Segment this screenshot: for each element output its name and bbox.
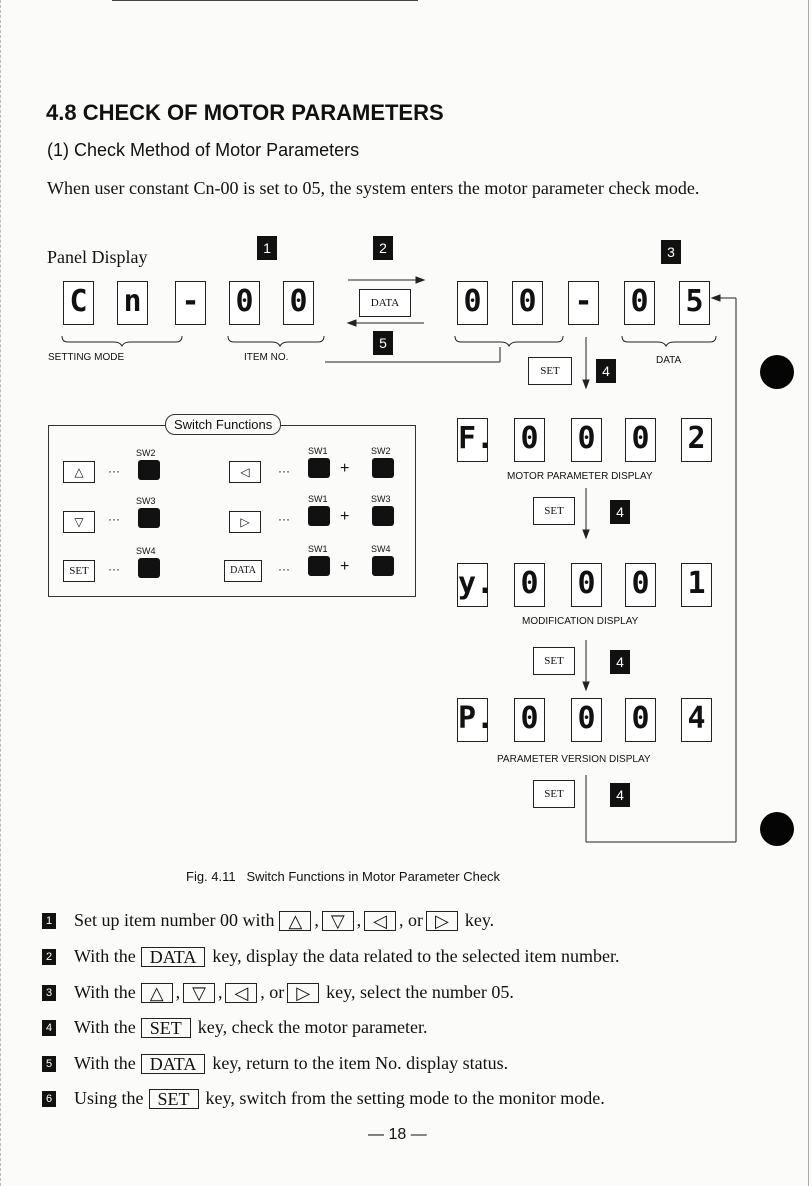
seg-digit: P. bbox=[457, 698, 488, 742]
seg-digit: 0 bbox=[283, 281, 314, 325]
sw-label: SW1 bbox=[308, 494, 328, 504]
sw-label: SW1 bbox=[308, 544, 328, 554]
seg-digit: F. bbox=[457, 418, 488, 462]
step-badge: 5 bbox=[42, 1056, 56, 1072]
sw-label: SW4 bbox=[371, 544, 391, 554]
badge-4: 4 bbox=[610, 650, 630, 674]
step-text: key, return to the item No. display status. bbox=[212, 1053, 509, 1073]
seg-digit: 0 bbox=[571, 698, 602, 742]
seg-digit: n bbox=[117, 281, 148, 325]
step-text: key. bbox=[464, 910, 495, 930]
step-badge: 4 bbox=[42, 1020, 56, 1036]
set-key[interactable]: SET bbox=[533, 497, 575, 525]
switch-icon bbox=[308, 556, 330, 576]
dots: ··· bbox=[108, 464, 120, 478]
panel-display-label: Panel Display bbox=[47, 247, 148, 267]
switch-functions-title: Switch Functions bbox=[165, 414, 281, 435]
seg-digit: 4 bbox=[681, 698, 712, 742]
figure-caption: Fig. 4.11 Switch Functions in Motor Parameter Check bbox=[186, 869, 501, 884]
step-item bbox=[42, 910, 494, 931]
dots: ··· bbox=[108, 512, 120, 526]
page-number: — 18 — bbox=[368, 1126, 427, 1143]
step-item bbox=[42, 1053, 508, 1074]
step-text: Using the bbox=[74, 1088, 144, 1108]
inline-key: △ bbox=[279, 911, 311, 931]
inline-key: ▽ bbox=[183, 983, 215, 1003]
dots: ··· bbox=[278, 562, 290, 576]
seg-digit: - bbox=[175, 281, 206, 325]
seg-digit: 0 bbox=[514, 698, 545, 742]
seg-digit: 0 bbox=[512, 281, 543, 325]
data-label: DATA bbox=[656, 355, 682, 366]
inline-key: ▷ bbox=[426, 911, 458, 931]
seg-digit: 1 bbox=[681, 563, 712, 607]
param-version-label: PARAMETER VERSION DISPLAY bbox=[497, 754, 651, 765]
sw-label: SW3 bbox=[371, 494, 391, 504]
dots: ··· bbox=[278, 512, 290, 526]
step-item bbox=[42, 1017, 428, 1038]
section-heading: 4.8 CHECK OF MOTOR PARAMETERS bbox=[46, 100, 444, 125]
switch-icon bbox=[138, 558, 160, 578]
step-text: key, check the motor parameter. bbox=[197, 1017, 428, 1037]
badge-1: 1 bbox=[257, 236, 277, 260]
right-key[interactable]: ▷ bbox=[229, 511, 261, 533]
inline-key: ▷ bbox=[287, 983, 319, 1003]
separator: , bbox=[356, 910, 362, 930]
seg-digit: 0 bbox=[625, 563, 656, 607]
setting-mode-label: SETTING MODE bbox=[48, 352, 125, 363]
inline-key: SET bbox=[141, 1018, 191, 1038]
seg-digit: 2 bbox=[681, 418, 712, 462]
dots: ··· bbox=[278, 464, 290, 478]
step-text: Set up item number 00 with bbox=[74, 910, 275, 930]
plus-sign: + bbox=[340, 460, 350, 477]
inline-key: ◁ bbox=[225, 983, 257, 1003]
badge-4: 4 bbox=[610, 783, 630, 807]
switch-icon bbox=[138, 508, 160, 528]
seg-digit: 0 bbox=[457, 281, 488, 325]
plus-sign: + bbox=[340, 558, 350, 575]
seg-digit: y. bbox=[457, 563, 488, 607]
up-key[interactable]: △ bbox=[63, 461, 95, 483]
step-text: With the bbox=[74, 1053, 136, 1073]
separator: , or bbox=[260, 982, 285, 1002]
step-badge: 2 bbox=[42, 949, 56, 965]
subsection-heading: (1) Check Method of Motor Parameters bbox=[47, 140, 360, 160]
sw-label: SW2 bbox=[136, 448, 156, 458]
switch-icon bbox=[372, 458, 394, 478]
step-item bbox=[42, 982, 514, 1003]
sw-label: SW4 bbox=[136, 546, 156, 556]
inline-key: DATA bbox=[141, 947, 206, 967]
step-text: With the bbox=[74, 946, 136, 966]
step-text: key, display the data related to the selected item number. bbox=[212, 946, 620, 966]
step-item bbox=[42, 946, 620, 967]
set-key[interactable]: SET bbox=[528, 357, 572, 385]
inline-key: ▽ bbox=[322, 911, 354, 931]
step-text: key, select the number 05. bbox=[326, 982, 514, 1002]
step-text: With the bbox=[74, 982, 136, 1002]
badge-5: 5 bbox=[373, 331, 393, 355]
seg-digit: 5 bbox=[679, 281, 710, 325]
seg-digit: 0 bbox=[625, 698, 656, 742]
inline-key: △ bbox=[141, 983, 173, 1003]
modification-label: MODIFICATION DISPLAY bbox=[522, 616, 639, 627]
intro-paragraph: When user constant Cn-00 is set to 05, the system enters the motor parameter check mode. bbox=[47, 178, 700, 198]
sw-label: SW3 bbox=[136, 496, 156, 506]
seg-digit: - bbox=[568, 281, 599, 325]
set-key-small[interactable]: SET bbox=[63, 560, 95, 582]
data-key[interactable]: DATA bbox=[359, 289, 411, 317]
switch-icon bbox=[308, 506, 330, 526]
step-item bbox=[42, 1088, 605, 1109]
inline-key: SET bbox=[149, 1089, 199, 1109]
separator: , or bbox=[399, 910, 424, 930]
seg-digit: 0 bbox=[514, 563, 545, 607]
step-badge: 6 bbox=[42, 1091, 56, 1107]
separator: , bbox=[175, 982, 181, 1002]
inline-key: DATA bbox=[141, 1054, 206, 1074]
seg-digit: 0 bbox=[625, 418, 656, 462]
set-key[interactable]: SET bbox=[533, 780, 575, 808]
seg-digit: C bbox=[63, 281, 94, 325]
dots: ··· bbox=[108, 562, 120, 576]
data-key-small[interactable]: DATA bbox=[224, 560, 262, 582]
switch-icon bbox=[308, 458, 330, 478]
seg-digit: 0 bbox=[624, 281, 655, 325]
step-badge: 3 bbox=[42, 985, 56, 1001]
separator: , bbox=[217, 982, 223, 1002]
sw-label: SW2 bbox=[371, 446, 391, 456]
step-text: key, switch from the setting mode to the monitor mode. bbox=[205, 1088, 605, 1108]
switch-icon bbox=[372, 556, 394, 576]
badge-2: 2 bbox=[373, 236, 393, 260]
step-badge: 1 bbox=[42, 913, 56, 929]
plus-sign: + bbox=[340, 508, 350, 525]
inline-key: ◁ bbox=[364, 911, 396, 931]
switch-icon bbox=[138, 460, 160, 480]
set-key[interactable]: SET bbox=[533, 647, 575, 675]
badge-4: 4 bbox=[610, 500, 630, 524]
sw-label: SW1 bbox=[308, 446, 328, 456]
seg-digit: 0 bbox=[571, 418, 602, 462]
seg-digit: 0 bbox=[571, 563, 602, 607]
badge-3: 3 bbox=[661, 240, 681, 264]
seg-digit: 0 bbox=[229, 281, 260, 325]
motor-param-label: MOTOR PARAMETER DISPLAY bbox=[507, 471, 653, 482]
down-key[interactable]: ▽ bbox=[63, 511, 95, 533]
step-text: With the bbox=[74, 1017, 136, 1037]
badge-4: 4 bbox=[596, 359, 616, 383]
switch-icon bbox=[372, 506, 394, 526]
left-key[interactable]: ◁ bbox=[229, 461, 261, 483]
item-no-label: ITEM NO. bbox=[244, 352, 289, 363]
separator: , bbox=[314, 910, 319, 930]
seg-digit: 0 bbox=[514, 418, 545, 462]
